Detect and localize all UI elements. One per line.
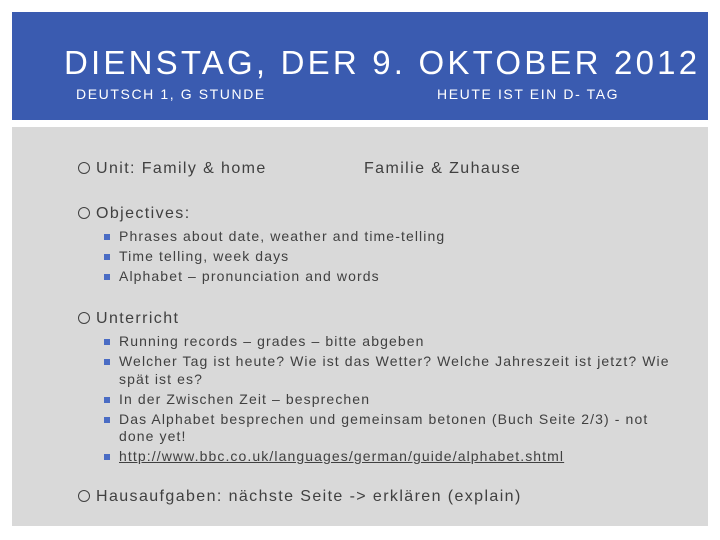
day-subtitle: HEUTE IST EIN D- TAG: [437, 86, 620, 102]
unit-german: Familie & Zuhause: [364, 160, 522, 177]
objectives-heading: Objectives:: [96, 205, 191, 222]
list-item: Running records – grades – bitte abgeben: [104, 333, 682, 351]
objectives-bullet: [78, 205, 191, 223]
homework-text: Hausaufgaben: nächste Seite -> erklären (explain): [96, 488, 522, 505]
square-bullet-icon: [104, 454, 110, 460]
class-subtitle: DEUTSCH 1, G STUNDE: [76, 86, 266, 102]
square-bullet-icon: [104, 274, 110, 280]
list-item: In der Zwischen Zeit – besprechen: [104, 391, 682, 409]
square-bullet-icon: [104, 359, 110, 365]
square-bullet-icon: [104, 254, 110, 260]
homework-bullet: [78, 488, 522, 506]
list-item: Time telling, week days: [104, 248, 664, 266]
bbc-alphabet-link[interactable]: http://www.bbc.co.uk/languages/german/guide/alphabet.shtml: [119, 448, 565, 464]
slide-title: DIENSTAG, DER 9. OKTOBER 2012: [64, 44, 701, 81]
objectives-list: [104, 228, 664, 288]
unit-label: Unit: Family & home: [96, 160, 267, 177]
list-item: Welcher Tag ist heute? Wie ist das Wetter? Welche Jahreszeit ist jetzt? Wie spät ist es?: [104, 353, 682, 388]
hollow-circle-bullet-icon: [78, 490, 90, 502]
square-bullet-icon: [104, 397, 110, 403]
list-item: [104, 448, 682, 466]
square-bullet-icon: [104, 339, 110, 345]
hollow-circle-bullet-icon: [78, 312, 90, 324]
unit-bullet: [78, 160, 267, 178]
square-bullet-icon: [104, 234, 110, 240]
list-item: Alphabet – pronunciation and words: [104, 268, 664, 286]
unterricht-list: [104, 333, 682, 468]
square-bullet-icon: [104, 417, 110, 423]
list-item: Phrases about date, weather and time-telling: [104, 228, 664, 246]
hollow-circle-bullet-icon: [78, 207, 90, 219]
list-item: Das Alphabet besprechen und gemeinsam betonen (Buch Seite 2/3) - not done yet!: [104, 411, 682, 446]
unterricht-heading: Unterricht: [96, 310, 180, 327]
unterricht-bullet: [78, 310, 179, 328]
hollow-circle-bullet-icon: [78, 162, 90, 174]
